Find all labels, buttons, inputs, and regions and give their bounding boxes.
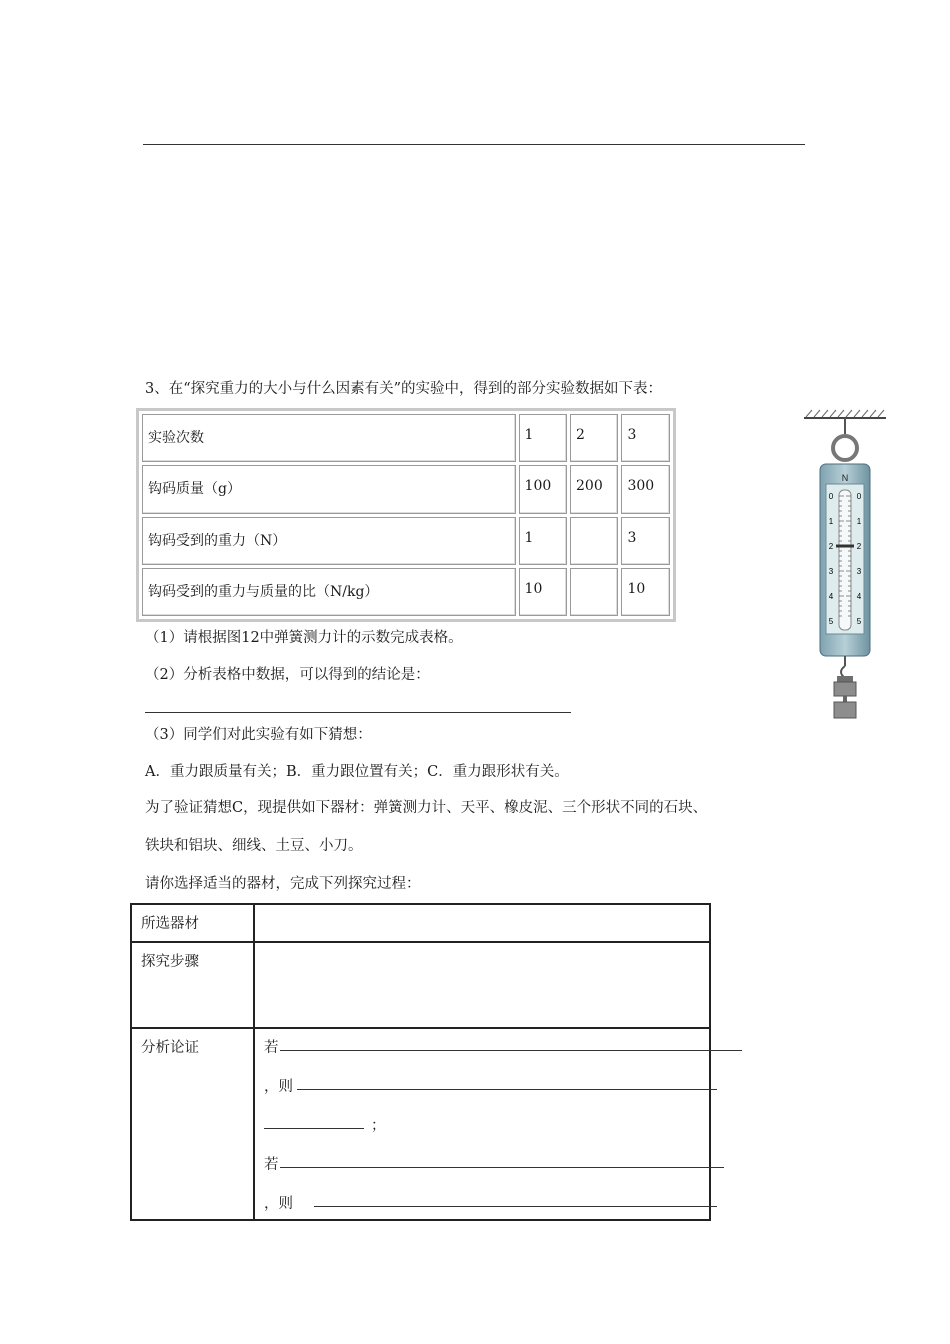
sub-question-1: （1）请根据图12中弹簧测力计的示数完成表格。 — [145, 630, 463, 646]
cell-trial-3: 3 — [621, 414, 670, 462]
row-label: 实验次数 — [142, 414, 516, 462]
sub-question-3: （3）同学们对此实验有如下猜想： — [145, 727, 372, 743]
tick-label-right: 0 — [856, 492, 862, 501]
cell-mass-2: 200 — [570, 465, 618, 513]
analysis-line-2 — [255, 1068, 709, 1107]
steps-label: 探究步骤 — [131, 942, 254, 1028]
pointer-icon — [836, 545, 854, 548]
answer-blank[interactable] — [264, 1128, 364, 1129]
then-word: ，则 — [264, 1196, 293, 1212]
scale-unit-label: N — [841, 473, 849, 483]
cell-weight-2[interactable] — [570, 517, 618, 565]
table-row — [142, 414, 670, 462]
instruction-text: 请你选择适当的器材，完成下列探究过程： — [145, 876, 421, 892]
table-row — [142, 465, 670, 513]
ceiling-icon — [804, 410, 886, 418]
guesses-text: A．重力跟质量有关；B．重力跟位置有关；C．重力跟形状有关。 — [145, 764, 569, 780]
cell-trial-1: 1 — [519, 414, 567, 462]
cell-mass-3: 300 — [621, 465, 670, 513]
tick-label-right: 3 — [856, 567, 862, 576]
tick-label-right: 2 — [856, 542, 862, 551]
spring-scale-figure — [800, 404, 890, 729]
table-row — [131, 904, 710, 942]
row-label: 钩码受到的重力与质量的比（N/kg） — [142, 568, 516, 616]
equipment-text-1: 为了验证猜想C，现提供如下器材：弹簧测力计、天平、橡皮泥、三个形状不同的石块、 — [145, 800, 708, 816]
cell-mass-1: 100 — [519, 465, 567, 513]
answer-blank[interactable] — [297, 1089, 717, 1090]
then-word: ，则 — [264, 1079, 293, 1095]
inquiry-table — [130, 903, 711, 1221]
cell-ratio-2[interactable] — [570, 568, 618, 616]
tick-label-left: 2 — [828, 542, 834, 551]
sub-question-2: （2）分析表格中数据，可以得到的结论是： — [145, 667, 430, 683]
cell-ratio-3: 10 — [621, 568, 670, 616]
analysis-line-1 — [255, 1029, 709, 1068]
if-word: 若 — [264, 1157, 279, 1173]
table-row — [131, 1028, 710, 1220]
tick-label-right: 1 — [856, 517, 862, 526]
weights-icon — [834, 676, 856, 718]
materials-label: 所选器材 — [131, 904, 254, 942]
analysis-answer-cell[interactable] — [254, 1028, 710, 1220]
answer-blank[interactable] — [280, 1050, 742, 1051]
data-table — [136, 408, 676, 622]
row-label: 钩码受到的重力（N） — [142, 517, 516, 565]
cell-trial-2: 2 — [570, 414, 618, 462]
equipment-text-2: 铁块和铝块、细线、土豆、小刀。 — [145, 838, 363, 854]
tick-label-left: 3 — [828, 567, 834, 576]
row-label: 钩码质量（g） — [142, 465, 516, 513]
tick-label-right: 4 — [856, 592, 862, 601]
tick-label-left: 5 — [828, 617, 834, 626]
tick-label-left: 4 — [828, 592, 834, 601]
semicolon: ； — [371, 1118, 386, 1134]
answer-blank[interactable] — [314, 1206, 717, 1207]
question-title: 3、在“探究重力的大小与什么因素有关”的实验中，得到的部分实验数据如下表： — [145, 381, 663, 397]
table-row — [131, 942, 710, 1028]
cell-ratio-1: 10 — [519, 568, 567, 616]
steps-answer-cell[interactable] — [254, 942, 710, 1028]
analysis-label: 分析论证 — [131, 1028, 254, 1220]
analysis-line-4 — [255, 1146, 709, 1185]
analysis-line-5 — [255, 1185, 709, 1219]
analysis-line-3 — [255, 1107, 709, 1146]
cell-weight-3: 3 — [621, 517, 670, 565]
table-row — [142, 517, 670, 565]
tick-label-left: 1 — [828, 517, 834, 526]
materials-answer-cell[interactable] — [254, 904, 710, 942]
answer-blank[interactable] — [280, 1167, 724, 1168]
tick-label-left: 0 — [828, 492, 834, 501]
tick-label-right: 5 — [856, 617, 862, 626]
ring-icon — [833, 436, 857, 460]
answer-blank-line[interactable] — [145, 712, 571, 713]
cell-weight-1: 1 — [519, 517, 567, 565]
top-rule — [143, 144, 805, 145]
if-word: 若 — [264, 1040, 279, 1056]
table-row — [142, 568, 670, 616]
